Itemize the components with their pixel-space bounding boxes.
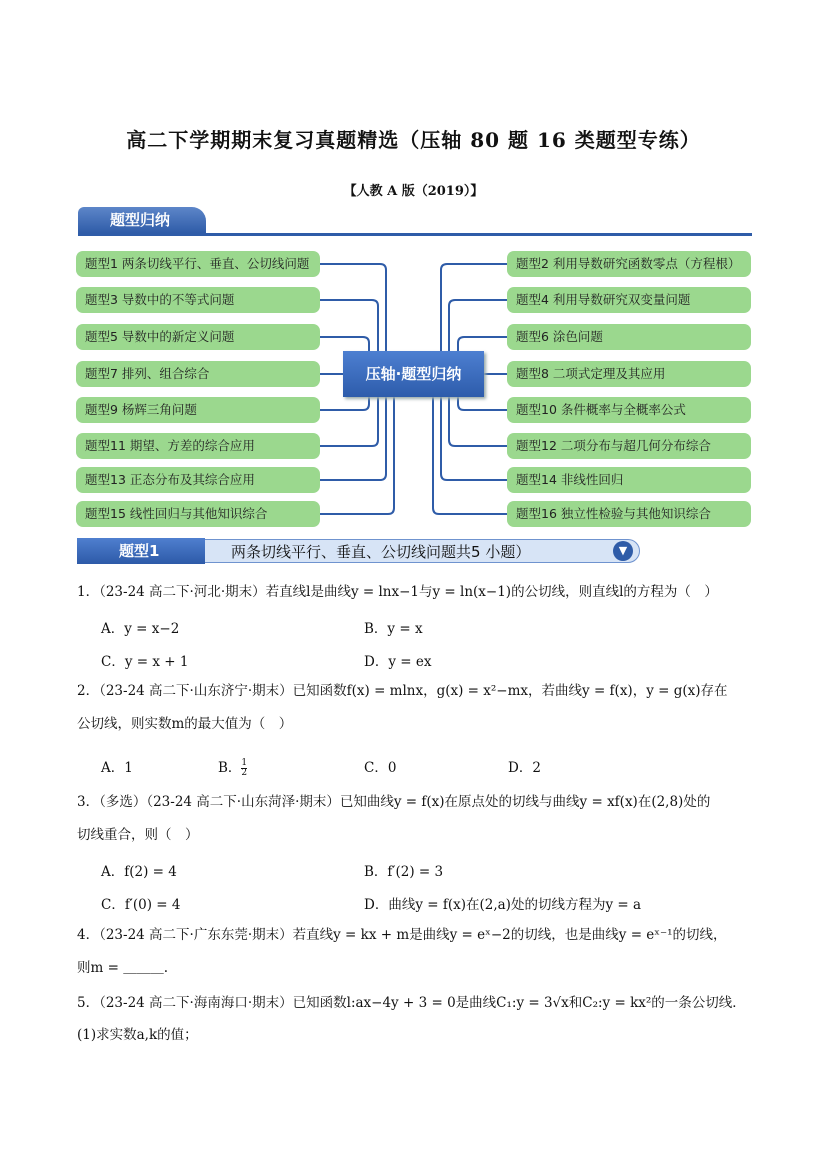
question-2-option-b-label: B． <box>218 760 242 776</box>
type1-title: 两条切线平行、垂直、公切线问题共5 小题） <box>200 539 640 563</box>
document-subtitle: 【人教 A 版（2019）】 <box>343 184 484 199</box>
topic-11: 题型11 期望、方差的综合应用 <box>76 433 320 459</box>
question-2-option-a: A．1 <box>101 760 133 776</box>
connector-left-5 <box>320 397 369 410</box>
question-3-option-b: B．f′(2) = 3 <box>364 864 444 880</box>
type1-tab: 题型1 <box>77 538 205 564</box>
topic-8: 题型8 二项式定理及其应用 <box>507 361 751 387</box>
question-2-stem-line1: 2．（23-24 高二下·山东济宁·期末）已知函数f(x) = mlnx，g(x) = x²−mx，若曲线y = f(x)，y = g(x)存在 <box>77 683 728 699</box>
question-3-option-a: A．f(2) = 4 <box>101 864 177 880</box>
question-2-stem-line2: 公切线，则实数m的最大值为（ ） <box>77 716 293 732</box>
topic-5: 题型5 导数中的新定义问题 <box>76 324 320 350</box>
question-3-stem-line2: 切线重合，则（ ） <box>77 827 199 843</box>
connector-right-3 <box>458 337 507 351</box>
topic-14: 题型14 非线性回归 <box>507 467 751 493</box>
topic-7: 题型7 排列、组合综合 <box>76 361 320 387</box>
topic-15: 题型15 线性回归与其他知识综合 <box>76 501 320 527</box>
question-1-stem: 1．（23-24 高二下·河北·期末）若直线l是曲线y = lnx−1与y = ln(x−1)的公切线，则直线l的方程为（ ） <box>77 584 718 600</box>
fraction-denominator: 2 <box>241 768 248 778</box>
mindmap-center: 压轴·题型归纳 <box>343 351 484 397</box>
topic-12: 题型12 二项分布与超几何分布综合 <box>507 433 751 459</box>
question-2-option-b <box>218 756 247 778</box>
section-tab: 题型归纳 <box>78 207 206 233</box>
topic-3: 题型3 导数中的不等式问题 <box>76 287 320 313</box>
question-2-option-d: D．2 <box>508 760 541 776</box>
question-1-option-b: B．y = x <box>364 621 423 637</box>
topic-16: 题型16 独立性检验与其他知识综合 <box>507 501 751 527</box>
topic-13: 题型13 正态分布及其综合应用 <box>76 467 320 493</box>
fraction-numerator: 1 <box>241 758 248 768</box>
topic-1: 题型1 两条切线平行、垂直、公切线问题 <box>76 251 320 277</box>
question-4-stem-line2: 则m = ＿＿＿. <box>77 960 168 976</box>
question-1-option-d: D．y = ex <box>364 654 432 670</box>
connector-left-8 <box>320 397 394 514</box>
question-3-option-c: C．f′(0) = 4 <box>101 897 181 913</box>
question-3-stem-line1: 3．（多选）（23-24 高二下·山东菏泽·期末）已知曲线y = f(x)在原点处的切线与曲线y = xf(x)在(2,8)处的 <box>77 794 711 810</box>
question-3-option-d: D．曲线y = f(x)在(2,a)处的切线方程为y = a <box>364 897 642 913</box>
topic-4: 题型4 利用导数研究双变量问题 <box>507 287 751 313</box>
connector-left-3 <box>320 337 369 351</box>
connector-right-5 <box>458 397 507 410</box>
question-5-stem-line2: (1)求实数a,k的值； <box>77 1027 198 1043</box>
question-2-option-c: C．0 <box>364 760 397 776</box>
question-4-stem-line1: 4．（23-24 高二下·广东东莞·期末）若直线y = kx + m是曲线y = eˣ−2的切线，也是曲线y = eˣ⁻¹的切线， <box>77 927 727 943</box>
question-1-option-c: C．y = x + 1 <box>101 654 189 670</box>
question-5-stem-line1: 5．（23-24 高二下·海南海口·期末）已知函数l:ax−4y + 3 = 0是曲线C₁:y = 3√x和C₂:y = kx²的一条公切线． <box>77 995 746 1011</box>
connector-right-8 <box>433 397 507 514</box>
fraction <box>241 759 247 778</box>
chevron-down-icon[interactable]: ▼ <box>613 541 633 561</box>
topic-10: 题型10 条件概率与全概率公式 <box>507 397 751 423</box>
question-1-option-a: A．y = x−2 <box>101 621 180 637</box>
topic-2: 题型2 利用导数研究函数零点（方程根） <box>507 251 751 277</box>
topic-9: 题型9 杨辉三角问题 <box>76 397 320 423</box>
topic-6: 题型6 涂色问题 <box>507 324 751 350</box>
document-title: 高二下学期期末复习真题精选（压轴 80 题 16 类题型专练） <box>126 128 701 152</box>
